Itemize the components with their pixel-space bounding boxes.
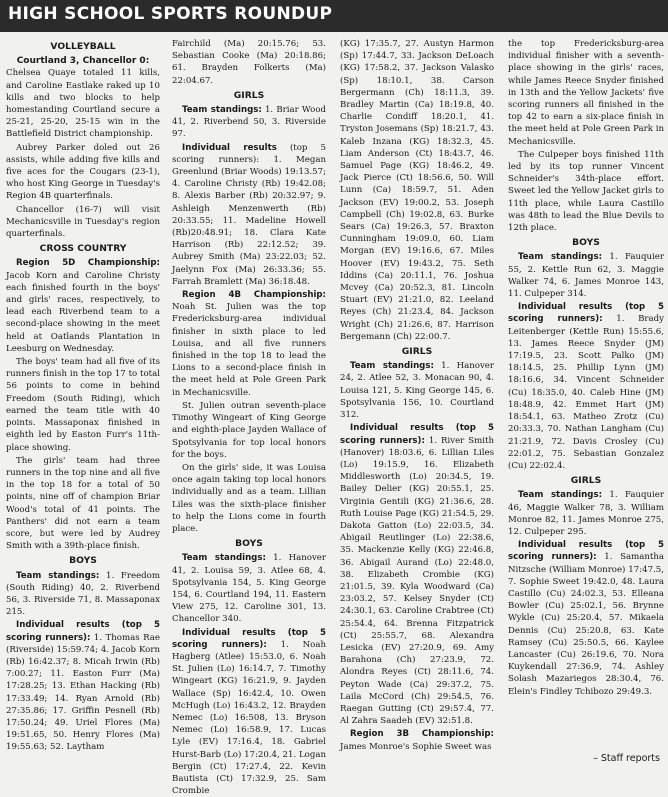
paragraph	[6, 257, 160, 355]
paragraph	[172, 289, 326, 399]
subhead: Team standings:	[518, 490, 603, 501]
paragraph	[340, 422, 494, 727]
paragraph-text: James Monroe's Sophie Sweet was	[340, 741, 492, 752]
staff-credit: – Staff reports	[593, 753, 660, 764]
subhead: Individual results (top 5 scoring runners):	[340, 423, 494, 446]
subhead: Team standings:	[16, 570, 100, 581]
paragraph-text: 1. River Smith (Hanover) 18:03.6, 6. Lillian Liles (Lo) 19:15.9, 16. Elizabeth Middlesworth (Lo) 20:34.5, 19. Bailey Delier (KG) 20:55.1, 25. Virginia Gentili (KG) 21:36.6, 28. Ruth Louise Page (KG) 21:54.5, 29. Dakota Gatton (Lo) 22:03.5, 34. Abigail Reutlinger (Lo) 22:38.6, 35. Mackenzie Kelly (KG) 22:46.8, 36. Abigail Aurand (Lo) 22:48.0, 38. Elizabeth Crombie (KG) 21:01.5, 39. Kyla Woodward (Ca) 23:03.2, 57. Kelsey Snyder (Ct) 24:30.1, 63. Caroline Crabtree (Ct) 25:54.4, 64. Brenna Fitzpatrick (Ct) 25:55.7, 68. Alexandra Lesicka (EV) 27:20.9, 69. Amy Barahona (Ch) 27:23.9, 72. Alondra Reyes (Ct) 28:11.6, 74. Peyton Wade (Ca) 29:37.2, 75. Laila McCord (Ch) 29:54.5, 76. Raegan Gutting (Ct) 29:57.4, 77. Al Zahra Saadeh (EV) 32:51.8.	[340, 435, 495, 727]
paragraph: The girls' team had three runners in the top nine and all five in the top 18 for a total of 50 points, nine off of champion Briar Wood's total of 41 points. The Panthers' did not earn a team score, but were led by Audrey Smith with a 39th-place finish.	[6, 455, 160, 552]
paragraph	[340, 728, 494, 752]
subhead: Team standings:	[182, 553, 266, 564]
paragraph-text: 1. Brady Leitenberger (Kettle Run) 15:55.6, 13. James Reece Snyder (JM) 17:19.5, 23. Scott Palko (JM) 18:14.5, 25. Phillip Lynn (JM) 18:16.6, 34. Vincent Schneider (Cu) 18:35.0, 40. Caleb Hine (JM) 18:48.9, 42. Emmet Hart (JM) 18:54.1, 63. Matheo Zrotz (Cu) 20:33.3, 70. Nathan Langham (Cu) 21:21.9, 72. Davis Crosley (Cu) 22:01.2, 75. Sebastian Gonzalez (Cu) 22:02.4.	[508, 314, 664, 471]
paragraph-text: 1. Hanover 41, 2. Louisa 59, 3. Atlee 68, 4. Spotsylvania 154, 5. King George 154, 6. Courtland 194, 11. Eastern View 275, 12. Caroline 301, 13. Chancellor 340.	[172, 553, 326, 625]
paragraph	[172, 552, 326, 625]
paragraph: Chancellor (16-7) will visit Mechanicsville in Tuesday's region quarterfinals.	[6, 204, 160, 240]
paragraph: (KG) 17:35.7, 27. Austyn Harmon (Sp) 17:44.7, 33. Jackson DeLoach (KG) 17:58.2, 37. Jackson Valasko (Sp) 18:10.1, 38. Carson Bergermann (Ch) 18:11.3, 39. Bradley Martin (Ca) 18:19.8, 40. Charlie Condiff 18:20.1, 41. Tryston Josemans (Sp) 18:21.7, 43. Kaleb Inzana (KG) 18:32.3, 45. Liam Anderson (Ct) 18:43.7, 46. Samuel Page (KG) 18:46.2, 49. Jack Pierce (Ct) 18:56.6, 50. Will Lunn (Ca) 18:59.7, 51. Aden Jackson (EV) 19:00.2, 53. Joseph Campbell (Ch) 19:02.8, 63. Burke Sears (Ca) 19:26.3, 57. Braxton Cunningham 19:09.0, 60. Liam Morgan (EV) 19:16.6, 67. Miles Hoover (EV) 19:43.2, 75. Seth Iddins (Ca) 20:11.1, 76. Joshua Mcvey (Ca) 20:52.3, 81. Lincoln Stuart (EV) 21:21.0, 82. Leeland Reyes (Ch) 21:23.4, 84. Jackson Wright (Ch) 21:26.6, 87. Harrison Bergemann (Ch) 22:00.7.	[340, 39, 494, 342]
section-girls: GIRLS	[401, 346, 433, 358]
section-boys: BOYS	[572, 237, 600, 249]
paragraph-text: Noah St. Julien was the top Fredericksburg-area individual finisher in sixth place to led Louisa, and all five runners finished in the top 18 to lead the Lions to a second-place finish in the meet held at Pole Green Park in Mechanicsville.	[172, 302, 326, 398]
paragraph-text: 1. Briar Wood 41, 2. Riverbend 50, 3. Riverside 97.	[172, 105, 326, 140]
paragraph-text: 1. Fauquier 55, 2. Kettle Run 62, 3. Maggie Walker 74, 6. James Monroe 143, 11. Culpeper 314.	[508, 252, 664, 300]
paragraph	[508, 251, 664, 300]
paragraph: Aubrey Parker doled out 26 assists, while adding five kills and five aces for the Cougars (23-1), who host King George in Tuesday's Region 4B quarterfinals.	[6, 142, 160, 202]
subhead: Individual results	[182, 142, 277, 153]
section-boys: BOYS	[235, 538, 263, 550]
section-cross-country: CROSS COUNTRY	[39, 243, 127, 255]
paragraph: On the girls' side, it was Louisa once again taking top local honors individually and as a team. Lillian Liles was the sixth-place finisher to help the Lions come in fourth place.	[172, 462, 326, 534]
vb-headline: Courtland 3, Chancellor 0:	[16, 56, 150, 67]
roundup-banner	[0, 0, 668, 32]
paragraph: Fairchild (Ma) 20:15.76; 53. Sebastian Cooke (Ma) 20:18.86; 61. Brayden Folkerts (Ma) 22:04.67.	[172, 39, 326, 86]
column-4	[508, 38, 664, 766]
paragraph	[508, 301, 664, 472]
paragraph: St. Julien outran seventh-place Timothy Wingeart of King George and eighth-place Jayden Wallace of Spotsylvania for top local honors for the boys.	[172, 400, 326, 460]
subhead: Region 5D Championship:	[16, 258, 160, 269]
subhead: Individual results (top 5 scoring runners):	[508, 302, 664, 325]
column-2	[172, 38, 327, 797]
paragraph: The boys' team had all five of its runners finish in the top 17 to total 56 points to come in behind Freedom (South Riding), which earned the team title with 40 points. Massaponax finished in eighth led by Easton Furr's 11th-place showing.	[6, 357, 160, 453]
section-girls: GIRLS	[570, 475, 602, 487]
paragraph: The Culpeper boys finished 11th led by its top runner Vincent Schneider's 34th-place effort. Sweet led the Yellow Jacket girls to 11th place, while Laura Castillo was 48th to lead the Blue Devils to 12th place.	[508, 149, 664, 234]
paragraph	[6, 570, 160, 619]
paragraph: the top Fredericksburg-area individual finisher with a seventh-place showing in the girls' races, while James Reece Snyder finished in 13th and the Yellow Jackets' five scoring runners all finished in the top 42 to earn a six-place finish in the meet held at Pole Green Park in Mechanicsville.	[508, 39, 664, 147]
subhead: Region 3B Championship:	[350, 729, 494, 740]
roundup-title: HIGH SCHOOL SPORTS ROUNDUP	[8, 4, 333, 24]
paragraph	[508, 539, 664, 698]
paragraph-text: 1. Samantha Nitzsche (William Monroe) 17:47.5, 7. Sophie Sweet 19:42.0, 48. Laura Castillo (Cu) 24:02.3, 53. Elleana Bowler (Cu) 25:02.1, 56. Brynne Wykle (Cu) 25:20.4, 57. Mikaela Dennis (Cu) 25:20.8, 63. Kate Ramsey (Cu) 25:50.5, 66. Kaylee Lancaster (Cu) 26:19.6, 70. Nora Kuykendall 27:36.9, 74. Ashley Solash Mazariegos 28:30.4, 76. Elein's Findley Tchibozo 29:49.3.	[508, 552, 665, 697]
column-1	[6, 38, 160, 766]
paragraph-text: 1. Noah Hagberg (Atlee) 15:53.0, 6. Noah St. Julien (Lo) 16:14.7, 7. Timothy Wingeart (KG) 16:21.9, 9. Jayden Wallace (Sp) 16:42.4, 10. Owen McHugh (Lo) 16:43.2, 12. Brayden Nemec (Lo) 16:508, 13. Bryson Nemec (Lo) 16:58.9, 17. Lucas Lyle (EV) 17:16.4, 18. Gabriel Hurst-Barb (Lo) 17:20.4, 21. Logan Bergin (Ct) 17:27.4, 22. Kevin Bautista (Ct) 17:32.9, 25. Sam Crombie	[172, 639, 326, 797]
paragraph: Chelsea Quaye totaled 11 kills, and Caroline Eastlake raked up 10 kills and two blocks to help homestanding Courtland secure a 25-21, 25-20, 25-15 win in the Battlefield District championship.	[6, 68, 160, 140]
paragraph	[172, 627, 326, 797]
column-3	[340, 38, 494, 766]
paragraph-text: Jacob Korn and Caroline Christy each finished fourth in the boys' and girls' races, respectively, to lead each Riverbend team to a second-place showing in the meet held at Oatlands Plantation in Leesburg on Wednesday.	[6, 270, 160, 354]
subhead: Team standings:	[350, 361, 434, 372]
paragraph-text: 1. Fauquier 46, Maggie Walker 78, 3. William Monroe 82, 11. James Monroe 275, 12. Culpeper 295.	[508, 490, 664, 537]
paragraph-text: 1. Hanover 24, 2. Atlee 52, 3. Monacan 90, 4. Louisa 121, 5. King George 145, 6. Spotsylvania 156, 10. Courtland 312.	[340, 361, 494, 421]
subhead: Individual results (top 5 scoring runners):	[508, 540, 664, 563]
paragraph	[508, 489, 664, 538]
section-girls: GIRLS	[233, 89, 265, 101]
subhead: Team standings:	[518, 252, 603, 263]
paragraph	[340, 360, 494, 421]
paragraph	[6, 619, 160, 753]
subhead: Individual results (top 5 scoring runners):	[6, 620, 160, 643]
subhead: Team standings:	[182, 105, 262, 116]
paragraph	[172, 104, 326, 141]
paragraph-text: 1. Thomas Rae (Riverside) 15:59.74; 4. Jacob Korn (Rb) 16:42.37; 8. Micah Irwin (Rb) 7:00.27; 11. Easton Furr (Ma) 17:28.25; 13. Ethan Hacking (Rb) 17:33.49; 14. Ryan Arnold (Rb) 27:35.86; 17. Griffin Pesnell (Rb) 17:50.24; 49. Uriel Flores (Ma) 19:51.65, 50. Henry Flores (Ma) 19:55.63; 52. Laytham	[6, 632, 160, 753]
paragraph-text: (top 5 scoring runners): 1. Megan Greenlund (Briar Woods) 19:13.57; 4. Caroline Christy (Rb) 19:42.08; 8. Alexis Barber (Rb) 20:32.97; 9. Ashleigh Menzenwerth (Rb) 20:33.55; 11. Madeline Howell (Rb)20:48.91; 18. Clara Kate Harrison (Rb) 22:12.52; 39. Aubrey Smith (Ma) 23:22.03; 52. Jaelynn Fox (Ma) 26:33.36; 55. Farrah Bramlett (Ma) 36:18.48.	[172, 142, 327, 287]
section-volleyball: VOLLEYBALL	[50, 41, 116, 52]
paragraph-text: 1. Freedom (South Riding) 40, 2. Riverbend 56, 3. Riverside 71, 8. Massaponax 215.	[6, 570, 160, 618]
section-boys: BOYS	[69, 555, 97, 567]
paragraph	[172, 142, 326, 288]
subhead: Individual results (top 5 scoring runners):	[172, 627, 326, 650]
subhead: Region 4B Championship:	[182, 290, 326, 301]
